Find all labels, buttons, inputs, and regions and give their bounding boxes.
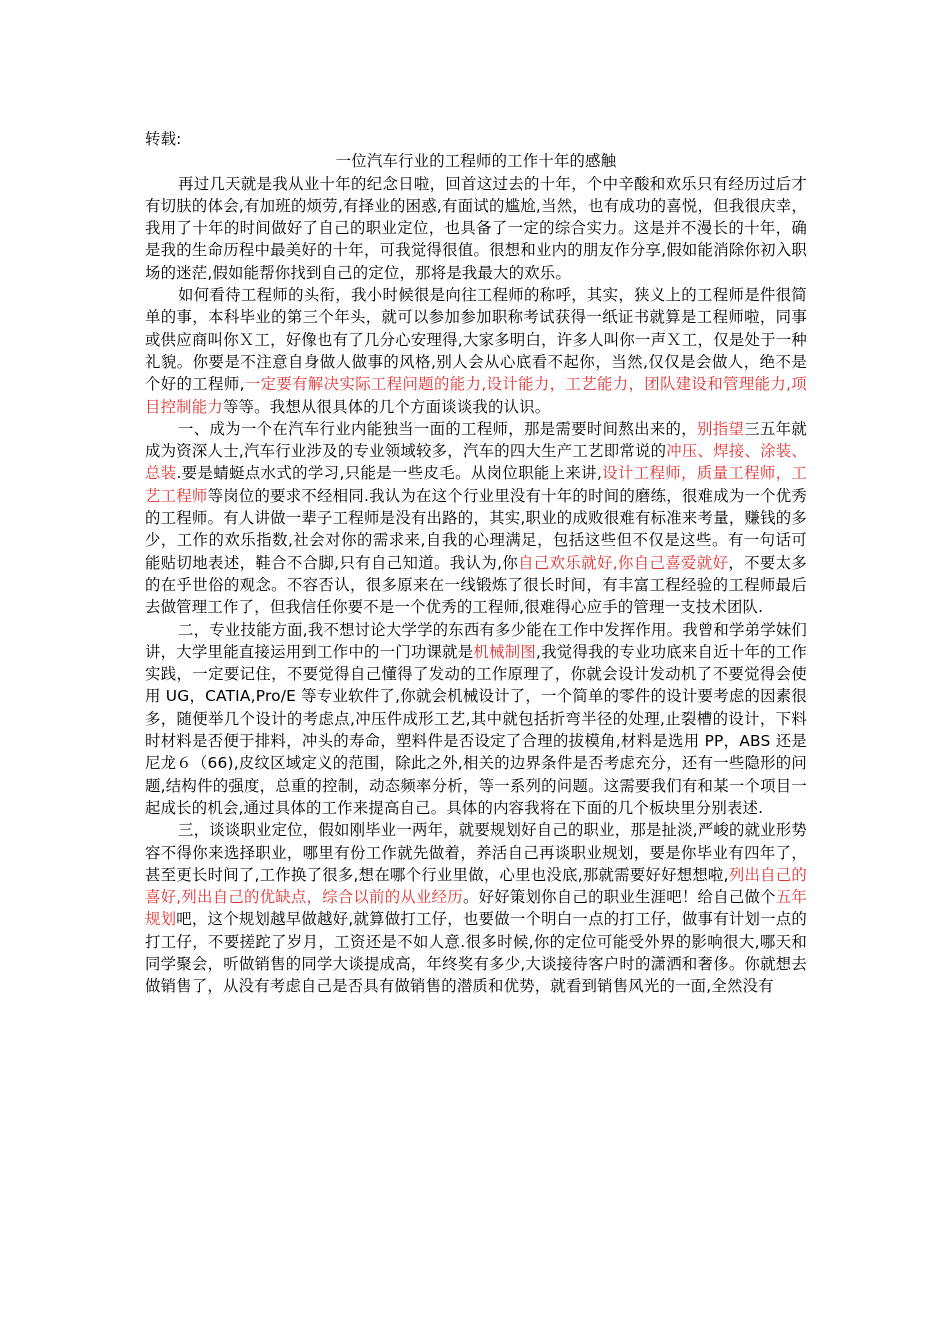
paragraph-text: 再过几天就是我从业十年的纪念日啦，回首这过去的十年，个中辛酸和欢乐只有经历过后才有切肤的体会,有加班的烦劳,有择业的困惑,有面试的尴尬,当然，也有成功的喜悦，但我很庆幸，我用了十年的时间做好了自己的职业定位，也具备了一定的综合实力。这是并不漫长的十年，确是我的生命历程中最美好的十年，可我觉得很值。很想和业内的朋友作分享,假如能消除你初入职场的迷茫,假如能帮你找到自己的定位，那将是我最大的欢乐。 [145, 174, 807, 282]
highlighted-text: 一定要有解决实际工程问题的能力,设计能力，工艺能力，团队建设和管理能力,项目控制能力 [145, 375, 807, 416]
paragraph-section-two [145, 619, 807, 820]
paragraph-text: ，不要太多的在乎世俗的观念。不容否认，很多原来在一线锻炼了很长时间，有丰富工程经验的工程师最后去做管理工作了，但我信任你要不是一个优秀的工程师,很难得心应手的管理一支技术团队. [145, 553, 807, 617]
paragraph-text: 如何看待工程师的头衔，我小时候很是向往工程师的称呼，其实，狭义上的工程师是件很简单的事，本科毕业的第三个年头，就可以参加参加职称考试获得一纸证书就算是工程师啦，同事或供应商叫你Ｘ工，好像也有了几分心安理得,大家多明白，许多人叫你一声Ｘ工，仅是处于一种礼貌。你要是不注意自身做人做事的风格,别人会从心底看不起你，当然,仅仅是会做人，绝不是个好的工程师, [145, 286, 807, 394]
highlighted-text: 冲压、焊接、涂装、总装 [145, 442, 807, 483]
paragraph-engineer-title [145, 284, 807, 418]
paragraph-section-three [145, 819, 807, 997]
document-body [145, 128, 807, 998]
paragraph-text: .要是蜻蜓点水式的学习,只能是一些皮毛。从岗位职能上来讲, [176, 464, 603, 483]
highlighted-text: 设计工程师，质量工程师，工艺工程师 [145, 464, 807, 505]
paragraph-text: 等等。我想从很具体的几个方面谈谈我的认识。 [222, 397, 551, 416]
paragraph-text: 一、成为一个在汽车行业内能独当一面的工程师，那是需要时间熬出来的， [178, 419, 698, 438]
article-title: 一位汽车行业的工程师的工作十年的感触 [335, 152, 617, 171]
paragraph-text: 三，谈谈职业定位，假如刚毕业一两年，就要规划好自己的职业，那是扯淡,严峻的就业形势容不得你来选择职业，哪里有份工作就先做着，养活自己再谈职业规划，要是你毕业有四年了，甚至更长时间了,工作换了很多,想在哪个行业里做，心里也没底,那就需要好好想想啦, [145, 821, 807, 884]
paragraph-text: 等岗位的要求不经相同.我认为在这个行业里没有十年的时间的磨练，很难成为一个优秀的工程师。有人讲做一辈子工程师是没有出路的，其实,职业的成败很难有标准来考量，赚钱的多少，工作的欢乐指数,社会对你的需求来,自我的心理满足，包括这些但不仅是这些。有一句话可能贴切地表述，鞋合不合脚,只有自己知道。我认为,你 [145, 486, 807, 572]
paragraph-text: 。好好策划你自己的职业生涯吧！给自己做个 [462, 888, 776, 907]
repost-label: 转载: [145, 130, 182, 148]
highlighted-text: 自己欢乐就好,你自己喜爱就好 [518, 553, 729, 572]
paragraph-text: 三五年就成为资深人士,汽车行业涉及的专业领域较多，汽车的四大生产工艺即常说的 [145, 419, 807, 461]
paragraph-text: ,我觉得我的专业功底来自近十年的工作实践，一定要记住，不要觉得自己懂得了发动的工作原理了，你就会设计发动机了不要觉得会使用 UG，CATIA,Pro/E 等专业软件了,你就会机械设计了，一个简单的零件的设计要考虑的因素很多，随便举几个设计的考虑点,冲压件成形工艺,其中就包括折弯半径的处理,止裂槽的设计，下料时材料是否便于排料，冲头的寿命，塑料件是否设定了合理的拔模角,材料是选用 PP，ABS 还是尼龙６（66),皮纹区域定义的范围，除此之外,相关的边界条件是否考虑充分，还有一些隐形的问题,结构件的强度，总重的控制，动态频率分析，等一系列的问题。这需要我们有和某一个项目一起成长的机会,通过具体的工作来提高自己。具体的内容我将在下面的几个板块里分别表述. [145, 642, 807, 817]
highlighted-text: 别指望 [697, 419, 745, 438]
paragraph-section-one [145, 418, 807, 619]
paragraph-intro [145, 173, 807, 284]
paragraph-text: 二，专业技能方面,我不想讨论大学学的东西有多少能在工作中发挥作用。我曾和学弟学妹们讲，大学里能直接运用到工作中的一门功课就是 [145, 620, 807, 661]
highlighted-text: 五年规划 [145, 888, 807, 929]
highlighted-text: 列出自己的喜好,列出自己的优缺点，综合以前的从业经历 [145, 865, 807, 907]
paragraph-text: 吧，这个规划越早做越好,就算做打工仔，也要做一个明白一点的打工仔，做事有计划一点的打工仔，不要搓跎了岁月，工资还是不如人意.很多时候,你的定位可能受外界的影响很大,哪天和同学聚会，听做销售的同学大谈提成高，年终奖有多少,大谈接待客户时的潇洒和奢侈。你就想去做销售了，从没有考虑自己是否具有做销售的潜质和优势，就看到销售风光的一面,全然没有 [145, 910, 807, 996]
highlighted-text: 机械制图 [473, 642, 537, 661]
